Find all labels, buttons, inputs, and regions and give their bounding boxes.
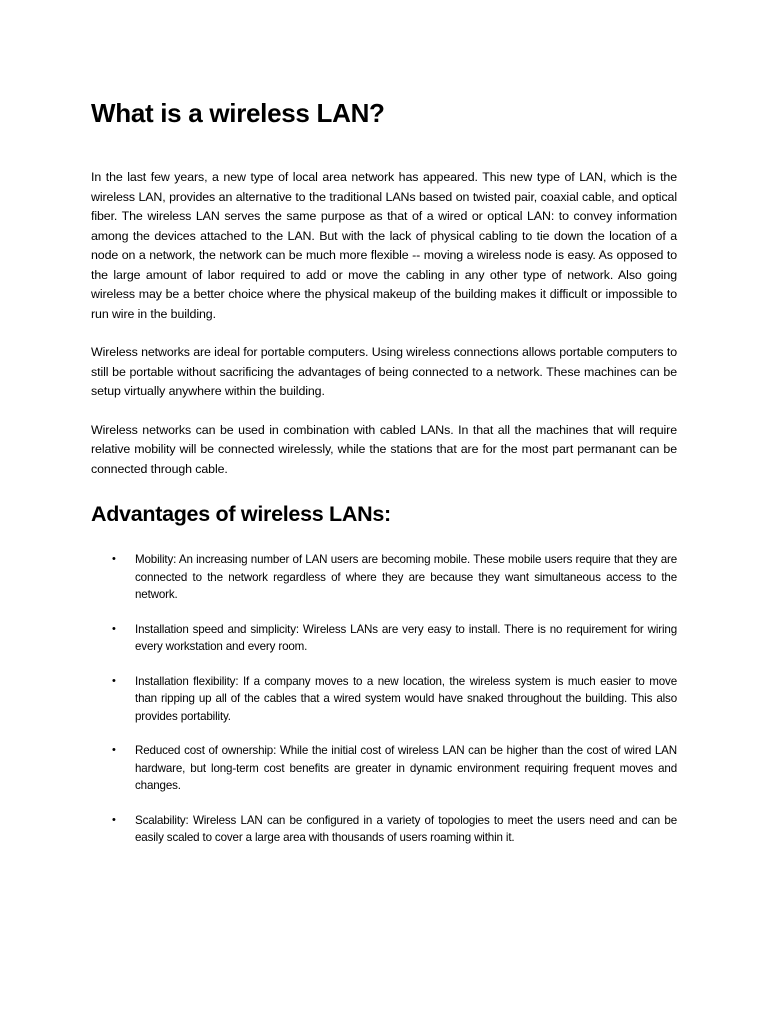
document-content: [91, 96, 677, 864]
advantages-heading: Advantages of wireless LANs:: [91, 502, 391, 526]
intro-paragraph: In the last few years, a new type of local area network has appeared. This new type of LAN, which is the wireless LAN, provides an alternative to the traditional LANs based on twisted pair, coaxial cable, and optical fiber. The wireless LAN serves the same purpose as that of a wired or optical LAN: to convey information among the devices attached to the LAN. But with the lack of physical cabling to tie down the location of a node on a network, the network can be much more flexible -- moving a wireless node is easy. As opposed to the large amount of labor required to add or move the cabling in any other type of network. Also going wireless may be a better choice where the physical makeup of the building makes it difficult or impossible to run wire in the building.: [91, 170, 677, 321]
bullet-icon: •: [112, 813, 116, 826]
list-item-scalability: [91, 812, 677, 847]
advantages-list: [91, 551, 677, 847]
list-item-installation-flexibility: [91, 673, 677, 726]
list-item-text: Mobility: An increasing number of LAN users are becoming mobile. These mobile users require that they are connected to the network regardless of where they are because they want simultaneous access to the network.: [135, 553, 677, 601]
list-item-text: Reduced cost of ownership: While the initial cost of wireless LAN can be higher than the cost of wired LAN hardware, but long-term cost benefits are greater in dynamic environment requiring frequent moves and changes.: [135, 744, 677, 792]
portable-computers-paragraph: Wireless networks are ideal for portable computers. Using wireless connections allows portable computers to still be portable without sacrificing the advantages of being connected to a network. These machines can be setup virtually anywhere within the building.: [91, 345, 677, 398]
bullet-icon: •: [112, 553, 116, 565]
list-item-mobility: [91, 551, 677, 604]
page-title: What is a wireless LAN?: [91, 98, 385, 128]
list-item-installation-speed: [91, 621, 677, 656]
list-item-text: Scalability: Wireless LAN can be configured in a variety of topologies to meet the users need and can be easily scaled to cover a large area with thousands of users roaming within it.: [135, 813, 677, 844]
list-item-text: Installation speed and simplicity: Wireless LANs are very easy to install. There is no requirement for wiring every workstation and every room.: [135, 622, 677, 653]
list-item-text: Installation flexibility: If a company moves to a new location, the wireless system is much easier to move than ripping up all of the cables that a wired system would have snaked throughout the building. This also provides portability.: [135, 674, 677, 723]
bullet-icon: •: [112, 674, 116, 687]
bullet-icon: •: [112, 622, 116, 635]
list-item-reduced-cost: [91, 742, 677, 795]
bullet-icon: •: [112, 744, 116, 756]
cabled-lans-paragraph: Wireless networks can be used in combination with cabled LANs. In that all the machines that will require relative mobility will be connected wirelessly, while the stations that are for the most part permanant can be connected through cable.: [91, 422, 677, 476]
